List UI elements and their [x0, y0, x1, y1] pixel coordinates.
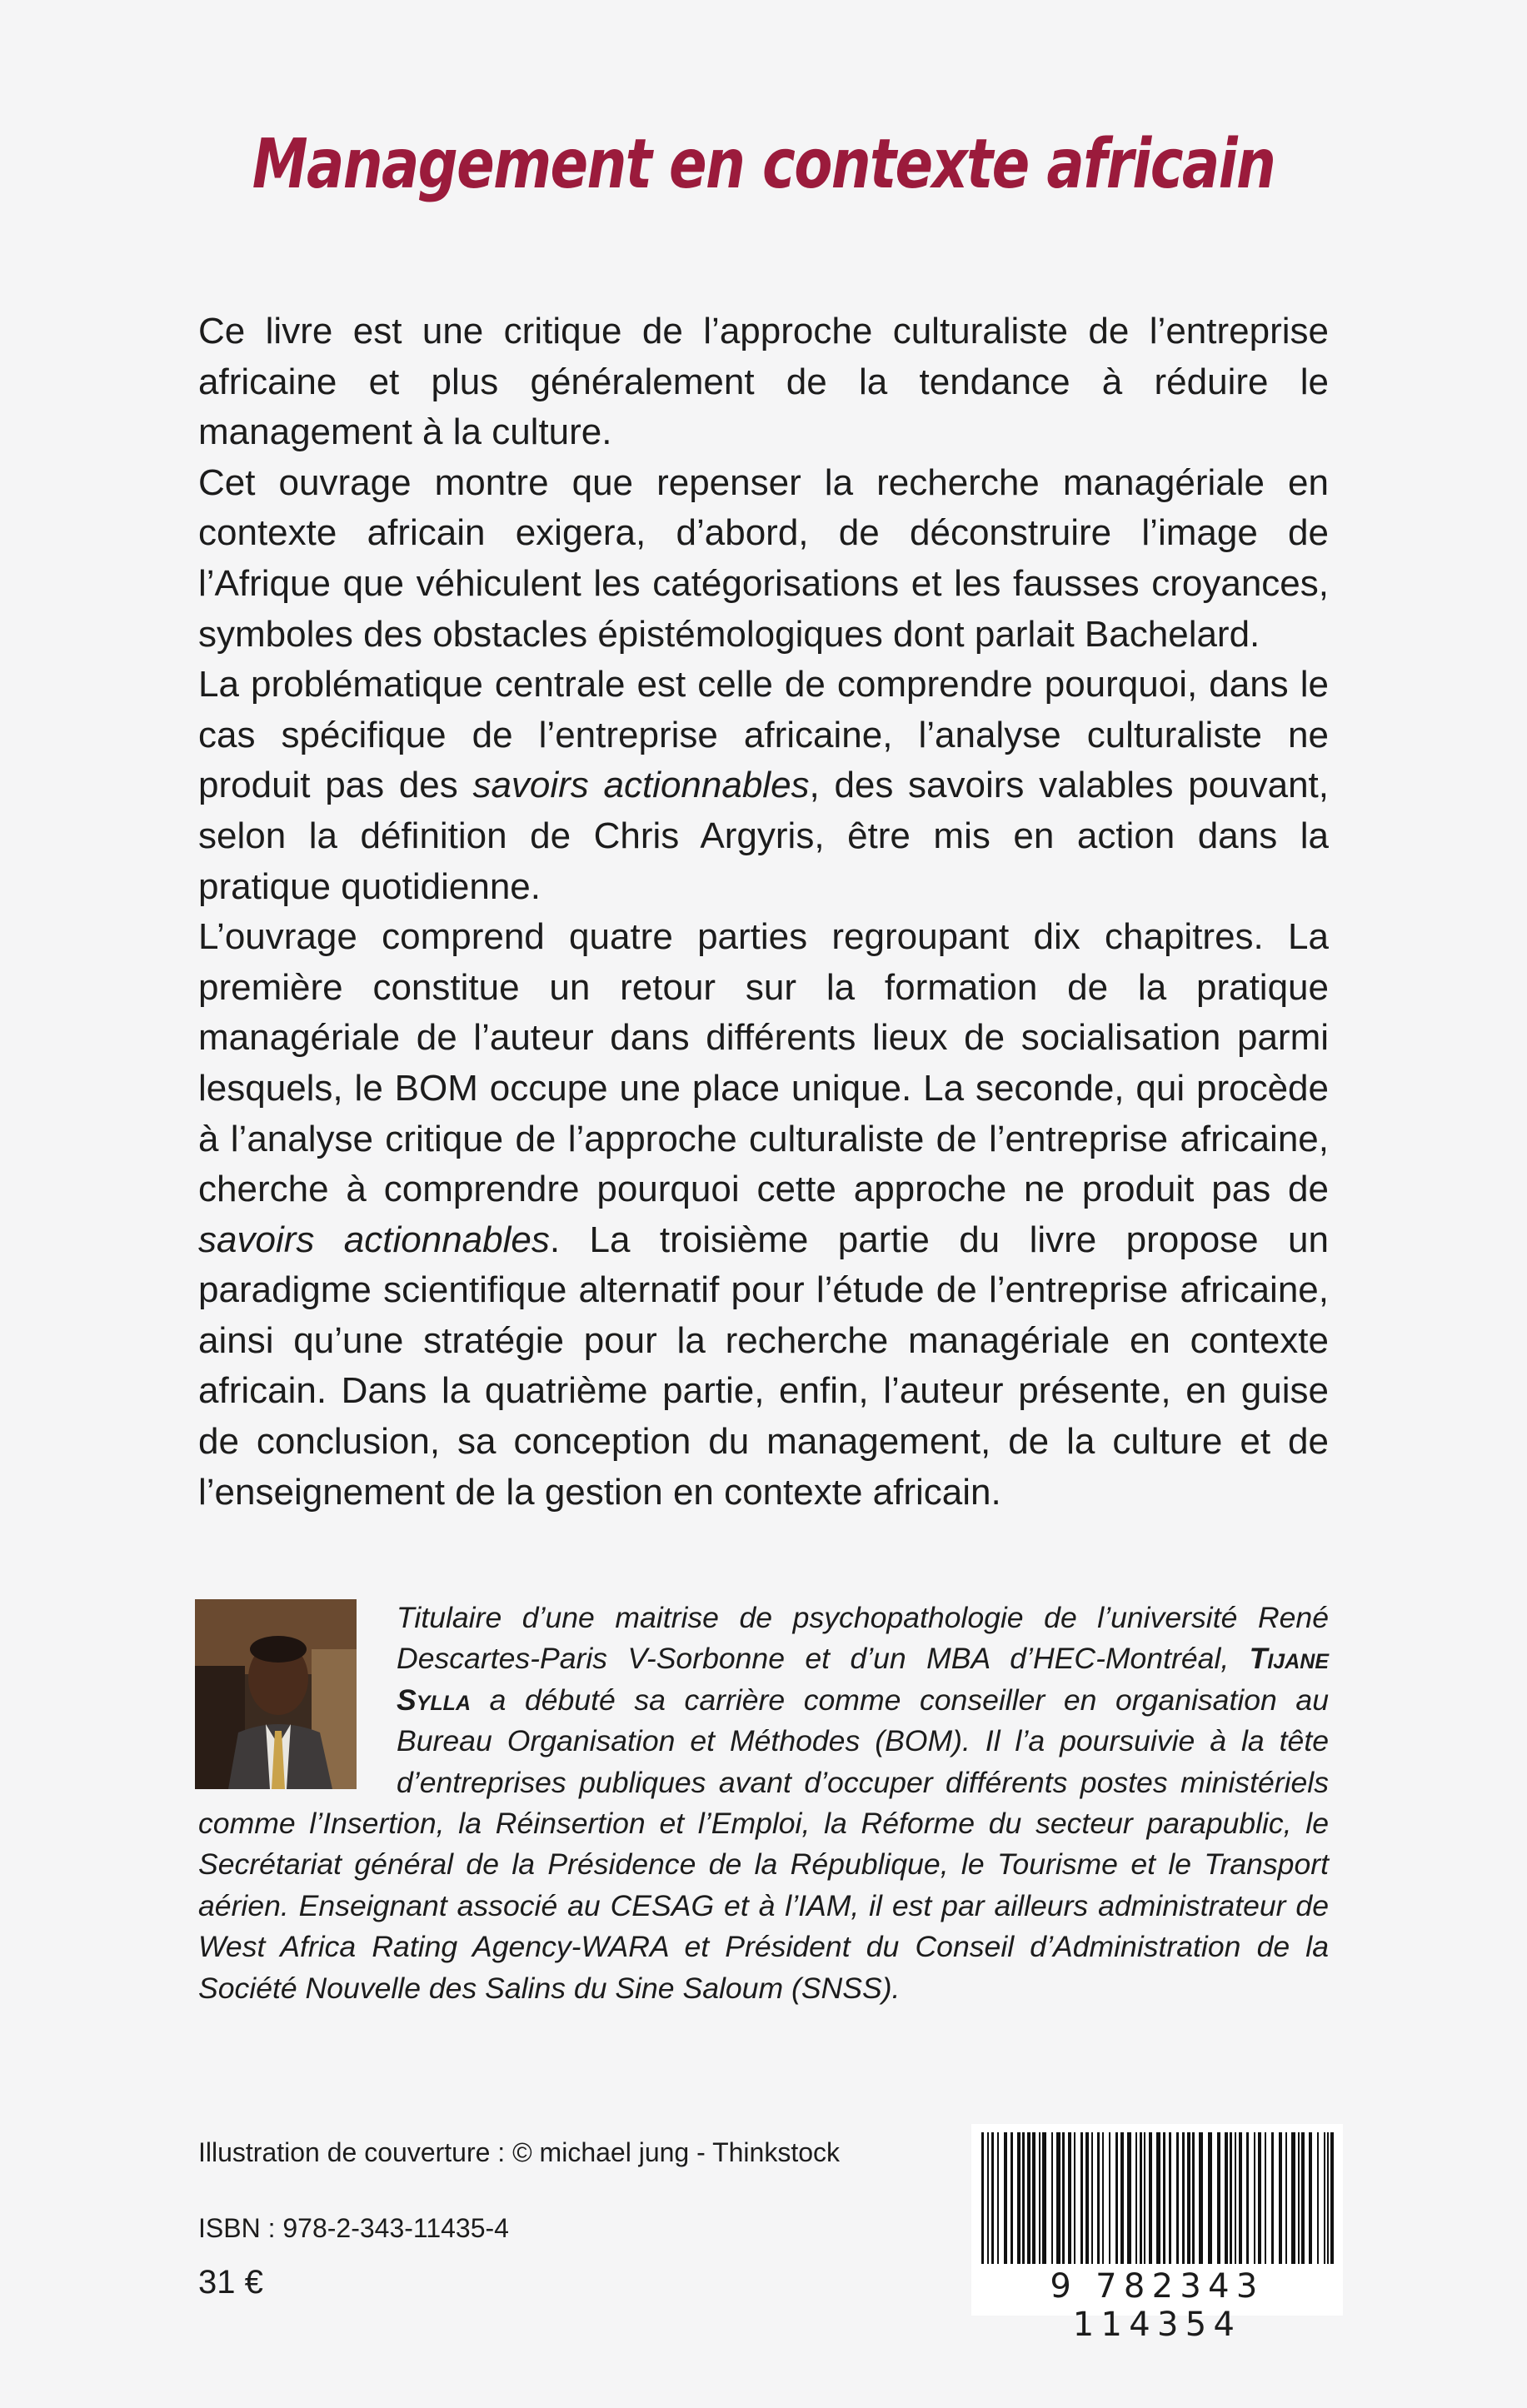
p3-text-a: La problématique centrale est celle de comprendre pourquoi, dans le cas spécifique de l’entreprise africaine, l’analyse culturaliste ne produit pas des: [198, 664, 1329, 806]
barcode-bar: [1309, 2132, 1312, 2264]
author-last-name: Sylla: [397, 1683, 472, 1717]
barcode-bar: [1291, 2132, 1295, 2264]
barcode-bar: [1327, 2132, 1329, 2264]
barcode-bar: [1109, 2132, 1110, 2264]
paragraph-1: Ce livre est une critique de l’approche culturaliste de l’entreprise africaine et plus généralement de la tendance à réduire le management à la culture.: [198, 311, 1329, 453]
barcode-bar: [1062, 2132, 1065, 2264]
barcode-bar: [1080, 2132, 1083, 2264]
summary-text: [198, 307, 1329, 1518]
barcode-bar: [1208, 2132, 1212, 2264]
barcode-bar: [1258, 2132, 1261, 2264]
barcode-bar: [1271, 2132, 1274, 2264]
bio-text-b: a débuté sa carrière comme conseiller en organisation au Bureau Organisation et Méthodes (BOM). Il l’a poursuivie à la tête d’entreprises publiques avant d’occuper différents postes ministériels comme l’Insertion, la Réinsertion et l’Emploi, la Réforme du secteur parapublic, le Secrétariat général de la Présidence de la République, le Tourisme et le Transport aérien. Enseignant associé au CESAG et à l’IAM, il est par ailleurs administrateur de West Africa Rating Agency-WARA et Président du Conseil d’Administration de la Société Nouvelle des Salins du Sine Saloum (SNSS).: [198, 1683, 1329, 2005]
barcode-bar: [1225, 2132, 1228, 2264]
barcode-bar: [1285, 2132, 1287, 2264]
barcode-bar: [1265, 2132, 1266, 2264]
p3-text-b: , des savoirs valables pouvant, selon la définition de Chris Argyris, être mis en action dans la pratique quotidienne.: [198, 765, 1329, 907]
barcode-bar: [1182, 2132, 1185, 2264]
barcode-bar: [1163, 2132, 1165, 2264]
barcode-bar: [1324, 2132, 1325, 2264]
barcode-bar: [1149, 2132, 1152, 2264]
author-bio: [198, 1598, 1329, 2009]
barcode-bar: [1144, 2132, 1145, 2264]
barcode-bar: [1027, 2132, 1030, 2264]
barcode-bar: [1192, 2132, 1195, 2264]
barcode-bar: [1011, 2132, 1013, 2264]
barcode-bar: [1068, 2132, 1071, 2264]
barcode-bar: [981, 2132, 984, 2264]
barcode-bar: [1156, 2132, 1160, 2264]
barcode-bar: [1004, 2132, 1007, 2264]
barcode-bar: [1042, 2132, 1046, 2264]
barcode-bar: [1039, 2132, 1040, 2264]
barcode-bar: [1254, 2132, 1255, 2264]
paragraph-4: [198, 912, 1329, 1518]
price: 31 €: [198, 2264, 263, 2301]
barcode-bar: [1022, 2132, 1025, 2264]
barcode-bar: [1169, 2132, 1171, 2264]
author-first-name: Tijane: [1249, 1642, 1329, 1676]
barcode-bar: [1085, 2132, 1089, 2264]
barcode-bar: [1056, 2132, 1060, 2264]
paragraph-2: Cet ouvrage montre que repenser la recherche managériale en contexte africain exigera, d’abord, de déconstruire l’image de l’Afrique que véhiculent les catégorisations et les fausses croyances, symboles des obstacles épistémologiques dont parlait Bachelard.: [198, 461, 1329, 655]
barcode-bar: [1102, 2132, 1104, 2264]
barcode-bar: [1246, 2132, 1249, 2264]
cover-credit: Illustration de couverture : © michael jung - Thinkstock: [198, 2137, 840, 2167]
barcode-bar: [1176, 2132, 1179, 2264]
barcode-bar: [1097, 2132, 1100, 2264]
barcode-bar: [997, 2132, 999, 2264]
barcode-bar: [1230, 2132, 1232, 2264]
barcode-bar: [1115, 2132, 1118, 2264]
barcode-bar: [1301, 2132, 1305, 2264]
barcode-bar: [1317, 2132, 1319, 2264]
barcode-bar: [1091, 2132, 1093, 2264]
barcode-bar: [1279, 2132, 1282, 2264]
barcode-bar: [1032, 2132, 1035, 2264]
isbn: ISBN : 978-2-343-11435-4: [198, 2213, 509, 2243]
p4-text-b: . La troisième partie du livre propose un paradigme scientifique alternatif pour l’étude de l’entreprise africaine, ainsi qu’une stratégie pour la recherche managériale en contexte africain. Dans la quatrième partie, enfin, l’auteur présente, en guise de conclusion, sa conception du management, de la culture et de l’enseignement de la gestion en contexte africain.: [198, 1219, 1330, 1513]
barcode-bar: [1217, 2132, 1220, 2264]
barcode-bar: [1298, 2132, 1300, 2264]
barcode-bar: [1235, 2132, 1236, 2264]
barcode-bar: [1187, 2132, 1190, 2264]
p4-emphasis: savoirs actionnables: [198, 1219, 550, 1260]
barcode-bar: [1135, 2132, 1137, 2264]
p4-text-a: L’ouvrage comprend quatre parties regroupant dix chapitres. La première constitue un retour sur la formation de la pratique managériale de l’auteur dans différents lieux de socialisation parmi lesquels, le BOM occupe une place unique. La seconde, qui procède à l’analyse critique de l’approche culturaliste de l’entreprise africaine, cherche à comprendre pourquoi cette approche ne produit pas de: [198, 916, 1329, 1210]
barcode-bar: [1330, 2132, 1334, 2264]
barcode-bar: [1120, 2132, 1124, 2264]
barcode-bar: [1140, 2132, 1142, 2264]
barcode-bar: [1074, 2132, 1075, 2264]
paragraph-3: [198, 660, 1329, 912]
barcode-bar: [1239, 2132, 1242, 2264]
barcode-bar: [1199, 2132, 1203, 2264]
barcode-bars-graphic: [971, 2124, 1343, 2267]
barcode-bar: [991, 2132, 994, 2264]
barcode-bar: [1017, 2132, 1020, 2264]
barcode-bar: [1127, 2132, 1131, 2264]
book-title: Management en contexte africain: [252, 125, 1275, 204]
barcode-digits: 9 782343 114354: [1050, 2267, 1265, 2344]
barcode-bar: [1051, 2132, 1053, 2264]
bio-text-a: Titulaire d’une maitrise de psychopathologie de l’université René Descartes-Paris V-Sorbonne et d’un MBA d’HEC-Montréal,: [397, 1601, 1329, 1676]
p3-emphasis: savoirs actionnables: [472, 765, 810, 806]
barcode-bar: [987, 2132, 989, 2264]
